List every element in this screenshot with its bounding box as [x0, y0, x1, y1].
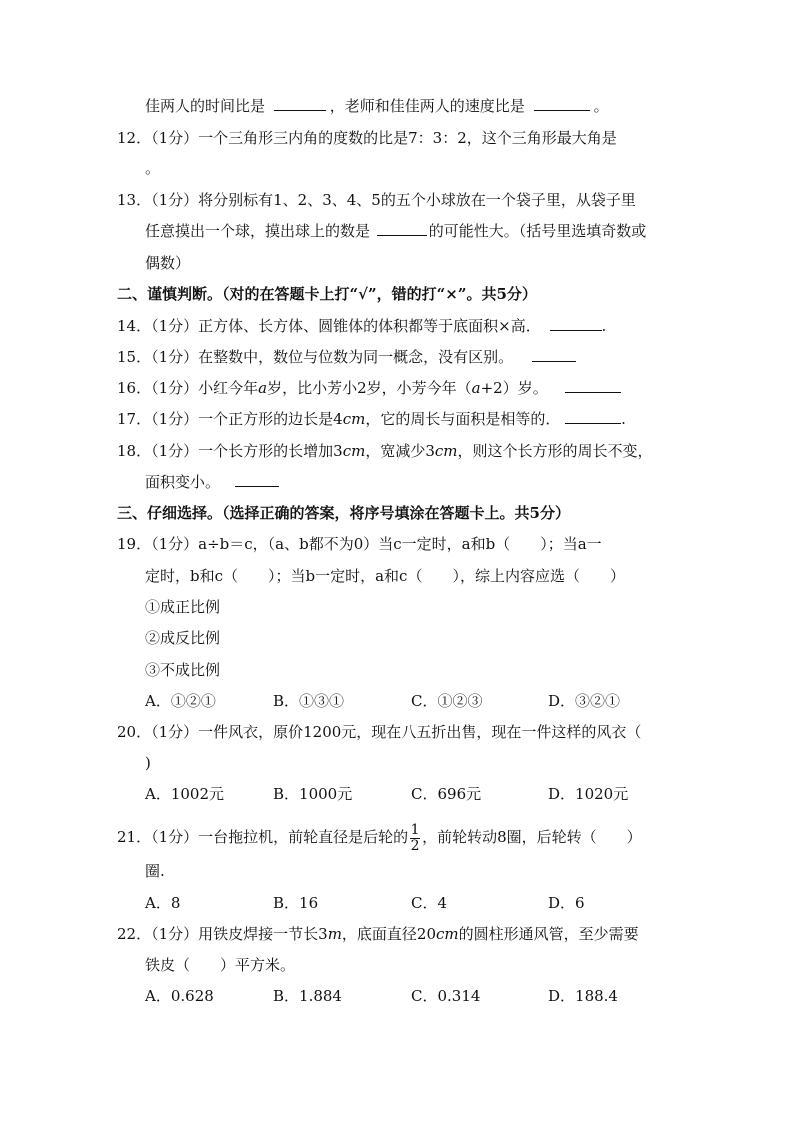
q17-text-b: ，它的周长与面积是相等的． [365, 410, 561, 428]
q16 [117, 378, 621, 398]
q11-text-c: 。 [593, 97, 609, 115]
q18-text-a: （1分）一个长方形的长增加3 [151, 442, 343, 460]
fraction-one-half [410, 823, 420, 854]
answer-blank [565, 378, 621, 393]
q13-line2 [145, 221, 646, 241]
q17-text-a: （1分）一个正方形的边长是4 [151, 410, 343, 428]
q17-end: . [621, 410, 626, 428]
q15 [117, 347, 576, 367]
unit-m: m [327, 925, 342, 943]
question-number: 22． [117, 925, 152, 943]
fraction-denominator: 2 [410, 837, 420, 854]
q21-line2: 圈. [145, 862, 165, 880]
q18-text-c: ，则这个长方形的周长不变， [457, 442, 653, 460]
answer-blank [235, 472, 279, 487]
question-number: 13． [117, 191, 152, 209]
question-number: 14． [117, 317, 152, 335]
q19-text-a: （1分）a÷b＝c，（a、b都不为0）当c一定时，a和b（ ）；当a一 [151, 535, 602, 553]
question-number: 19． [117, 535, 152, 553]
q20-choice-c[interactable]: C．696元 [411, 785, 482, 803]
q20-choice-b[interactable]: B．1000元 [273, 785, 353, 803]
q19-text-b: 定时，b和c（ ）；当b一定时，a和c（ ），综上内容应选（ ） [145, 567, 625, 585]
q18-line2 [145, 472, 279, 492]
q19-option-3: ③不成比例 [145, 661, 221, 679]
answer-blank [565, 409, 621, 424]
q16-text-b: 岁，比小芳小2岁，小芳今年（ [267, 379, 472, 397]
q12-line2 [145, 158, 160, 178]
q19-option-1: ①成正比例 [145, 598, 221, 616]
fraction-numerator: 1 [410, 821, 420, 838]
q13-text: （1分）将分别标有1、2、3、4、5的五个小球放在一个袋子里，从袋子里 [151, 191, 636, 209]
answer-blank [274, 96, 326, 111]
question-number: 21． [117, 828, 152, 846]
q22-text-c: 的圆柱形通风管，至少需要 [458, 925, 639, 943]
q22-choice-b[interactable]: B．1.884 [273, 987, 342, 1005]
q14 [117, 316, 606, 336]
q21-line1 [117, 820, 642, 854]
question-number: 16． [117, 379, 152, 397]
q20-choice-a[interactable]: A．1002元 [145, 785, 225, 803]
q22-text-b: ，底面直径20 [341, 925, 437, 943]
section-heading-judgment: 二、谨慎判断。（对的在答题卡上打“√”，错的打“×”。共5分） [117, 285, 537, 303]
q17 [117, 409, 626, 429]
q21-text-a: （1分）一台拖拉机，前轮直径是后轮的 [151, 828, 409, 846]
q12-text-end: 。 [145, 159, 161, 177]
q15-text: （1分）在整数中，数位与位数为同一概念，没有区别。 [151, 348, 514, 366]
unit-cm: cm [434, 442, 458, 460]
question-number: 20． [117, 723, 152, 741]
q21-choice-c[interactable]: C．4 [411, 894, 448, 912]
q20-choice-d[interactable]: D．1020元 [548, 785, 629, 803]
q22-text-a: （1分）用铁皮焊接一节长3 [151, 925, 328, 943]
q22-choice-c[interactable]: C．0.314 [411, 987, 481, 1005]
q11-text-b: ，老师和佳佳两人的速度比是 [329, 97, 525, 115]
q14-text: （1分）正方体、长方体、圆锥体的体积都等于底面积×高． [151, 317, 541, 335]
q21-choice-d[interactable]: D．6 [548, 894, 585, 912]
q20-line1 [117, 722, 641, 742]
q19-line1 [117, 534, 602, 554]
q19-choice-a[interactable]: A．①②① [145, 692, 216, 710]
q12-text: （1分）一个三角形三内角的度数的比是7：3：2，这个三角形最大角是 [151, 129, 617, 147]
q18-text-b: ，宽减少3 [365, 442, 435, 460]
question-number: 12． [117, 129, 152, 147]
unit-cm: cm [342, 410, 366, 428]
q19-choice-d[interactable]: D．③②① [548, 692, 621, 710]
answer-blank [532, 347, 576, 362]
q16-text-a: （1分）小红今年 [151, 379, 259, 397]
q20-line2: ) [145, 754, 151, 772]
q22-line2: 铁皮（ ）平方米。 [145, 956, 296, 974]
q18-line1 [117, 441, 653, 461]
question-number: 18． [117, 442, 152, 460]
q19-option-2: ②成反比例 [145, 629, 221, 647]
q13-line1 [117, 190, 636, 210]
q14-end: . [601, 317, 607, 335]
answer-blank [550, 316, 602, 331]
q22-choice-d[interactable]: D．188.4 [548, 987, 618, 1005]
q21-choice-b[interactable]: B．16 [273, 894, 319, 912]
unit-cm: cm [342, 442, 366, 460]
q13-text-b: 的可能性大。（括号里选填奇数或 [428, 222, 647, 240]
question-number: 15． [117, 348, 152, 366]
q18-text-d: 面积变小。 [145, 473, 221, 491]
answer-blank [534, 96, 590, 111]
unit-cm: cm [436, 925, 459, 943]
q21-choice-a[interactable]: A．8 [145, 894, 181, 912]
q19-choice-c[interactable]: C．①②③ [411, 692, 483, 710]
answer-blank [377, 221, 427, 236]
q13-text-c: 偶数） [145, 254, 191, 272]
q13-text-a: 任意摸出一个球，摸出球上的数是 [145, 222, 371, 240]
q13-line3 [145, 253, 190, 273]
variable-a: a [258, 379, 268, 397]
q21-text-b: ，前轮转动8圈，后轮转（ ） [422, 828, 642, 846]
section-heading-choice: 三、仔细选择。（选择正确的答案，将序号填涂在答题卡上。共5分） [117, 504, 570, 522]
q16-text-c: +2）岁。 [480, 379, 548, 397]
q11-continuation [145, 96, 609, 116]
q20-text: （1分）一件风衣，原价1200元，现在八五折出售，现在一件这样的风衣（ [151, 723, 642, 741]
question-number: 17． [117, 410, 152, 428]
q19-choice-b[interactable]: B．①③① [273, 692, 345, 710]
variable-a: a [471, 379, 481, 397]
q22-line1 [117, 924, 639, 944]
q12-line1 [117, 128, 617, 148]
q11-text-a: 佳两人的时间比是 [145, 97, 266, 115]
q19-line2 [145, 566, 625, 586]
q22-choice-a[interactable]: A．0.628 [145, 987, 214, 1005]
